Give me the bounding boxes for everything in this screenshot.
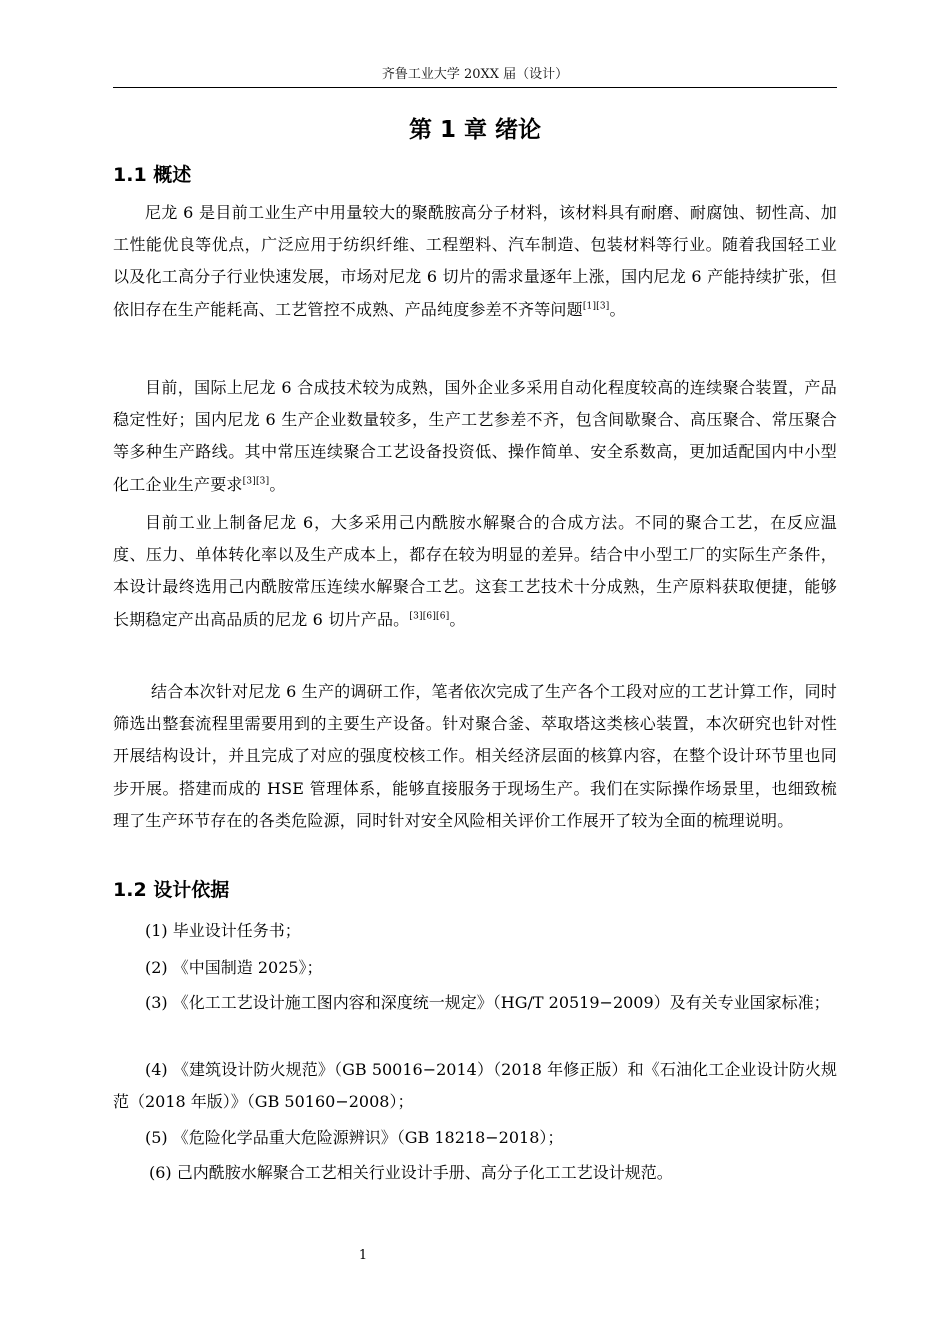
reference-item-4: (4) 《建筑设计防火规范》（GB 50016−2014）（2018 年修正版）和《石油化工企业设计防火规范（2018 年版）》（GB 50160−2008）； bbox=[113, 1060, 837, 1112]
section-title-overview: 1.1 概述 bbox=[113, 164, 192, 186]
paragraph-3-end: 。 bbox=[449, 609, 466, 629]
citation-1: [1][3] bbox=[582, 301, 610, 312]
paragraph-1 bbox=[113, 197, 837, 326]
paragraph-3-text: 目前工业上制备尼龙 6，大多采用己内酰胺水解聚合的合成方法。不同的聚合工艺，在反应温度、压力、单体转化率以及生产成本上，都存在较为明显的差异。结合中小型工厂的实际生产条件，本设计最终选用己内酰胺常压连续水解聚合工艺。这套工艺技术十分成熟，生产原料获取便捷，能够长期稳定产出高品质的尼龙 6 切片产品。 bbox=[113, 513, 837, 629]
reference-item-3: (3) 《化工工艺设计施工图内容和深度统一规定》（HG/T 20519−2009）及有关专业国家标准； bbox=[145, 993, 830, 1012]
reference-item-2: (2) 《中国制造 2025》； bbox=[145, 958, 323, 977]
paragraph-2 bbox=[113, 372, 837, 501]
reference-item-6: (6) 己内酰胺水解聚合工艺相关行业设计手册、高分子化工工艺设计规范。 bbox=[149, 1163, 673, 1182]
running-header: 齐鲁工业大学 20XX 届（设计） bbox=[381, 67, 569, 82]
reference-item-1: (1) 毕业设计任务书； bbox=[145, 921, 301, 940]
citation-2: [3][3] bbox=[242, 476, 270, 487]
citation-3: [3][6][6] bbox=[409, 611, 450, 622]
paragraph-4 bbox=[113, 676, 837, 837]
paragraph-4-text: 结合本次针对尼龙 6 生产的调研工作，笔者依次完成了生产各个工段对应的工艺计算工作，同时筛选出整套流程里需要用到的主要生产设备。针对聚合釜、萃取塔这类核心装置，本次研究也针对性开展结构设计，并且完成了对应的强度校核工作。相关经济层面的核算内容，在整个设计环节里也同步开展。搭建而成的 HSE 管理体系，能够直接服务于现场生产。我们在实际操作场景里，也细致梳理了生产环节存在的各类危险源，同时针对安全风险相关评价工作展开了较为全面的梳理说明。 bbox=[113, 682, 837, 830]
paragraph-1-end: 。 bbox=[609, 299, 626, 319]
paragraph-1-text: 尼龙 6 是目前工业生产中用量较大的聚酰胺高分子材料，该材料具有耐磨、耐腐蚀、韧性高、加工性能优良等优点，广泛应用于纺织纤维、工程塑料、汽车制造、包装材料等行业。随着我国轻工业以及化工高分子行业快速发展，市场对尼龙 6 切片的需求量逐年上涨，国内尼龙 6 产能持续扩张，但依旧存在生产能耗高、工艺管控不成熟、产品纯度参差不齐等问题 bbox=[113, 203, 837, 319]
chapter-title: 第 1 章 绪论 bbox=[408, 117, 542, 143]
page-number: 1 bbox=[358, 1248, 368, 1263]
section-title-design-basis: 1.2 设计依据 bbox=[113, 879, 230, 901]
paragraph-3 bbox=[113, 507, 837, 636]
paragraph-2-text: 目前，国际上尼龙 6 合成技术较为成熟，国外企业多采用自动化程度较高的连续聚合装置，产品稳定性好；国内尼龙 6 生产企业数量较多，生产工艺参差不齐，包含间歇聚合、高压聚合、常压聚合等多种生产路线。其中常压连续聚合工艺设备投资低、操作简单、安全系数高，更加适配国内中小型化工企业生产要求 bbox=[113, 378, 837, 494]
reference-item-5: (5) 《危险化学品重大危险源辨识》（GB 18218−2018）； bbox=[145, 1128, 564, 1147]
paragraph-2-end: 。 bbox=[269, 474, 286, 494]
header-rule bbox=[113, 87, 837, 88]
